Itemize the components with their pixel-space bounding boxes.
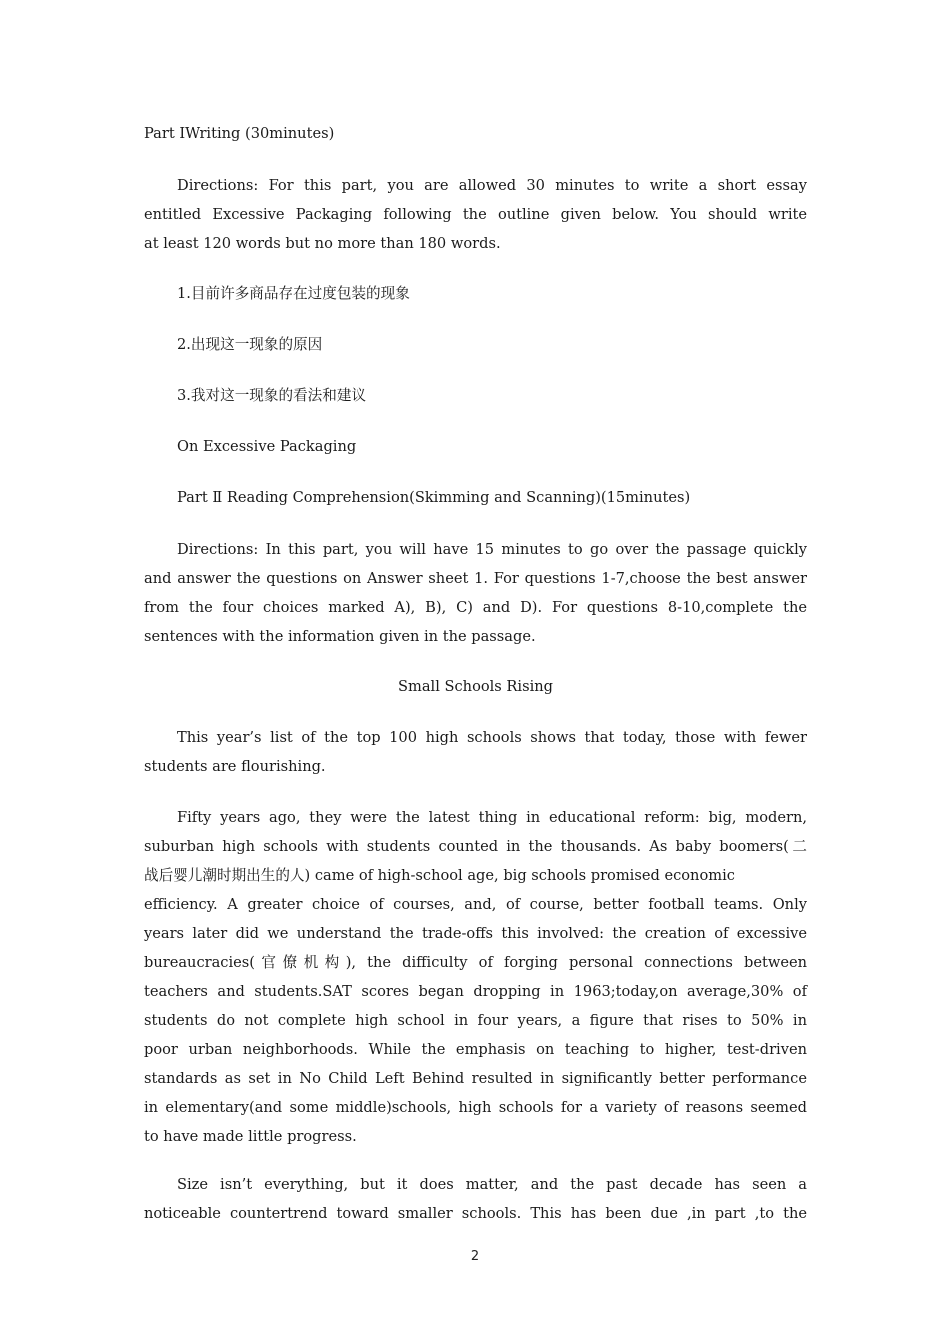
writing-directions [144, 171, 807, 258]
paragraph-line: students do not complete high school in four years, a figure that rises to 50% in [144, 1012, 807, 1029]
outline-item-1: 1.目前许多商品存在过度包装的现象 [177, 285, 410, 302]
paragraph-line: in elementary(and some middle)schools, high schools for a variety of reasons seemed [144, 1099, 807, 1116]
paragraph-line: efficiency. A greater choice of courses, and, of course, better football teams. Only [144, 896, 807, 913]
reading-directions-line: sentences with the information given in the passage. [144, 628, 536, 645]
paragraph-3 [144, 1170, 807, 1228]
paragraph-line: to have made little progress. [144, 1128, 357, 1145]
paragraph-line: years later did we understand the trade-offs this involved: the creation of excessive [144, 925, 807, 942]
outline-item-2: 2.出现这一现象的原因 [177, 336, 323, 353]
reading-directions-line: from the four choices marked A), B), C) and D). For questions 8-10,complete the [144, 599, 807, 616]
paragraph-line: students are flourishing. [144, 758, 326, 775]
reading-directions-line: Directions: In this part, you will have 15 minutes to go over the passage quickly [177, 541, 807, 558]
outline-item-3: 3.我对这一现象的看法和建议 [177, 387, 367, 404]
reading-directions [144, 535, 807, 651]
paragraph-line: bureaucracies(官僚机构), the difficulty of forging personal connections between [144, 954, 807, 971]
writing-directions-line: Directions: For this part, you are allowed 30 minutes to write a short essay [177, 177, 807, 194]
paragraph-line: suburban high schools with students counted in the thousands. As baby boomers(二 [144, 838, 807, 855]
paragraph-line: Fifty years ago, they were the latest thing in educational reform: big, modern, [177, 809, 807, 826]
passage-title: Small Schools Rising [397, 678, 553, 695]
paragraph-line: noticeable countertrend toward smaller schools. This has been due ,in part ,to the [144, 1205, 807, 1222]
paragraph-2 [144, 803, 807, 1151]
reading-directions-line: and answer the questions on Answer sheet 1. For questions 1-7,choose the best answer [144, 570, 807, 587]
essay-title: On Excessive Packaging [177, 438, 357, 455]
paragraph-1 [144, 723, 807, 781]
page-number: 2 [470, 1249, 480, 1264]
paragraph-line: teachers and students.SAT scores began dropping in 1963;today,on average,30% of [144, 983, 807, 1000]
paragraph-line: Size isn’t everything, but it does matter, and the past decade has seen a [177, 1176, 807, 1193]
paragraph-line: 战后婴儿潮时期出生的人) came of high-school age, big schools promised economic [144, 867, 735, 884]
writing-directions-line: at least 120 words but no more than 180 words. [144, 235, 501, 252]
writing-directions-line: entitled Excessive Packaging following the outline given below. You should write [144, 206, 807, 223]
paragraph-line: standards as set in No Child Left Behind resulted in significantly better performance [144, 1070, 807, 1087]
writing-heading: Part ⅠWriting (30minutes) [144, 125, 335, 142]
paragraph-line: poor urban neighborhoods. While the emphasis on teaching to higher, test-driven [144, 1041, 807, 1058]
reading-heading: Part Ⅱ Reading Comprehension(Skimming and Scanning)(15minutes) [177, 489, 691, 506]
paragraph-line: This year’s list of the top 100 high schools shows that today, those with fewer [177, 729, 807, 746]
